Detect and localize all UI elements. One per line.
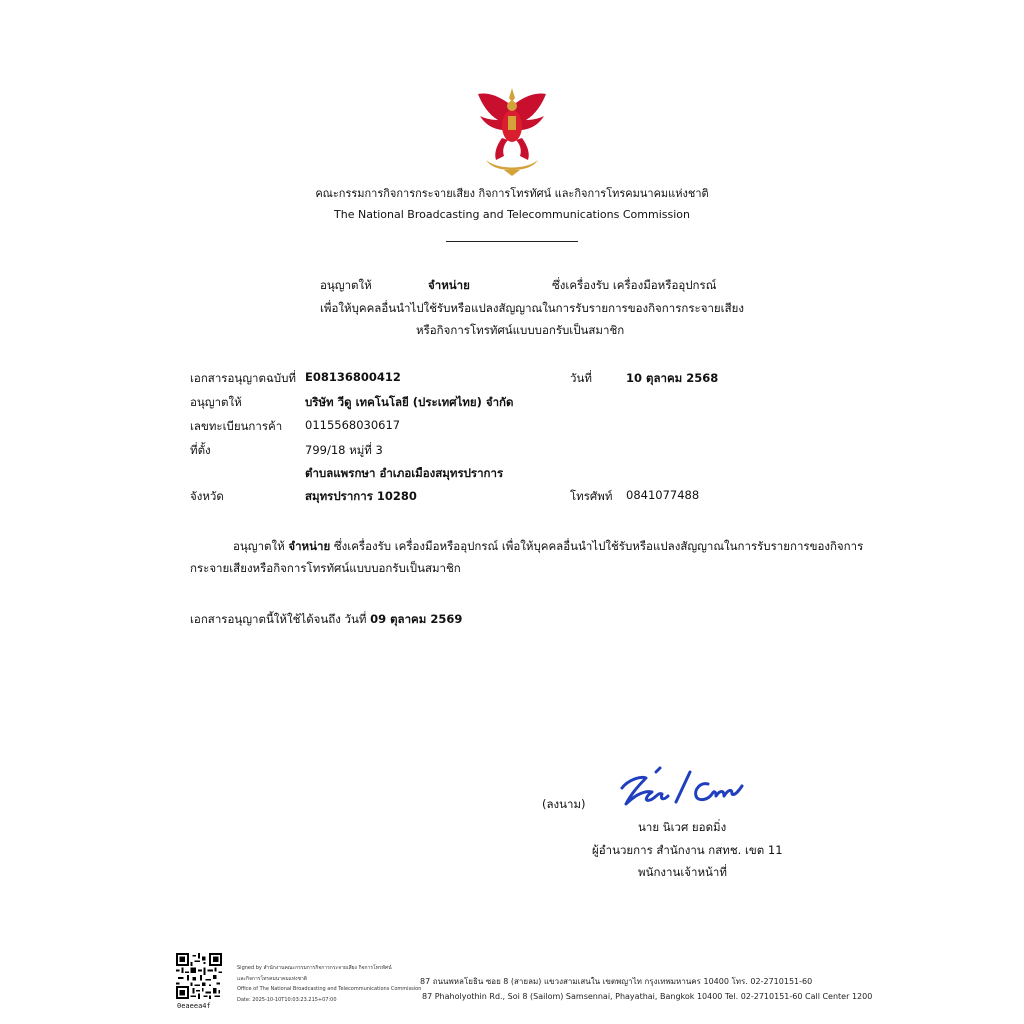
address-line-2: ตำบลแพรกษา อำเภอเมืองสมุทรปราการ [305, 466, 504, 480]
header-divider [446, 241, 578, 242]
registration-number: 0115568030617 [305, 418, 401, 432]
doc-number-label: เอกสารอนุญาตฉบับที่ [190, 371, 296, 385]
signature-label: (ลงนาม) [542, 797, 586, 811]
licensee-name: บริษัท วีดู เทคโนโลยี (ประเทศไทย) จำกัด [305, 395, 514, 409]
footer-address-english: 87 Phaholyothin Rd., Soi 8 (Sailom) Samsennai, Phayathai, Bangkok 10400 Tel. 02-2710151-60 Call Center 1200 [422, 992, 873, 1001]
signed-date: Date: 2025-10-10T10:03:23.215+07:00 [237, 997, 337, 1003]
grant-prefix: อนุญาตให้ [320, 278, 372, 292]
body-paragraph-line-2: กระจายเสียงหรือกิจการโทรทัศน์แบบบอกรับเป็นสมาชิก [190, 561, 461, 575]
grant-line-2: เพื่อให้บุคคลอื่นนำไปใช้รับหรือแปลงสัญญาณในการรับรายการของกิจการกระจายเสียง [320, 301, 744, 315]
org-name-thai: คณะกรรมการกิจการกระจายเสียง กิจการโทรทัศน์ และกิจการโทรคมนาคมแห่งชาติ [315, 187, 709, 200]
grant-grantee: จำหน่าย [428, 278, 470, 292]
province-label: จังหวัด [190, 489, 224, 503]
qr-code-text: 0eaeea4f [177, 1002, 211, 1010]
signer-position: ผู้อำนวยการ สำนักงาน กสทช. เขต 11 [592, 843, 783, 857]
org-name-english: The National Broadcasting and Telecommunications Commission [334, 208, 690, 221]
garuda-emblem-icon [474, 86, 550, 178]
date-label: วันที่ [570, 371, 592, 385]
grant-line-3: หรือกิจการโทรทัศน์แบบบอกรับเป็นสมาชิก [416, 323, 625, 337]
body-paragraph-line-1 [233, 538, 863, 556]
validity-date: 09 ตุลาคม 2569 [370, 612, 463, 626]
signer-name: นาย นิเวศ ยอดมิ่ง [638, 820, 727, 834]
province: สมุทรปราการ 10280 [305, 489, 417, 503]
validity-statement [190, 611, 462, 629]
grant-suffix: ซึ่งเครื่องรับ เครื่องมือหรืออุปกรณ์ [552, 278, 717, 292]
body-text: อนุญาตให้ [233, 539, 289, 553]
phone-number: 0841077488 [626, 488, 700, 502]
body-text-cont: ซึ่งเครื่องรับ เครื่องมือหรืออุปกรณ์ เพื่อให้บุคคลอื่นนำไปใช้รับหรือแปลงสัญญาณในการรับรายการของกิจการ [330, 539, 864, 553]
signed-by-line-2: และกิจการโทรคมนาคมแห่งชาติ [237, 976, 308, 982]
body-grantee: จำหน่าย [288, 539, 331, 553]
registration-label: เลขทะเบียนการค้า [190, 419, 283, 433]
handwritten-signature-icon [616, 766, 746, 810]
doc-number: E08136800412 [305, 370, 401, 384]
issue-date: 10 ตุลาคม 2568 [626, 371, 719, 385]
office-english: Office of The National Broadcasting and Telecommunications Commission [237, 986, 422, 992]
signed-by: Signed by สำนักงานคณะกรรมการกิจการกระจายเสียง กิจการโทรทัศน์ [237, 965, 392, 971]
licensee-label: อนุญาตให้ [190, 395, 242, 409]
footer-address-thai: 87 ถนนพหลโยธิน ซอย 8 (สายลม) แขวงสามเสนใน เขตพญาไท กรุงเทพมหานคร 10400 โทร. 02-2710151-60 [420, 977, 813, 986]
phone-label: โทรศัพท์ [570, 489, 613, 503]
address-line-1: 799/18 หมู่ที่ 3 [305, 443, 383, 457]
address-label: ที่ตั้ง [190, 443, 211, 457]
signer-role: พนักงานเจ้าหน้าที่ [638, 865, 727, 879]
qr-code-icon [176, 953, 222, 999]
validity-text: เอกสารอนุญาตนี้ให้ใช้ได้จนถึง วันที่ [190, 612, 371, 626]
